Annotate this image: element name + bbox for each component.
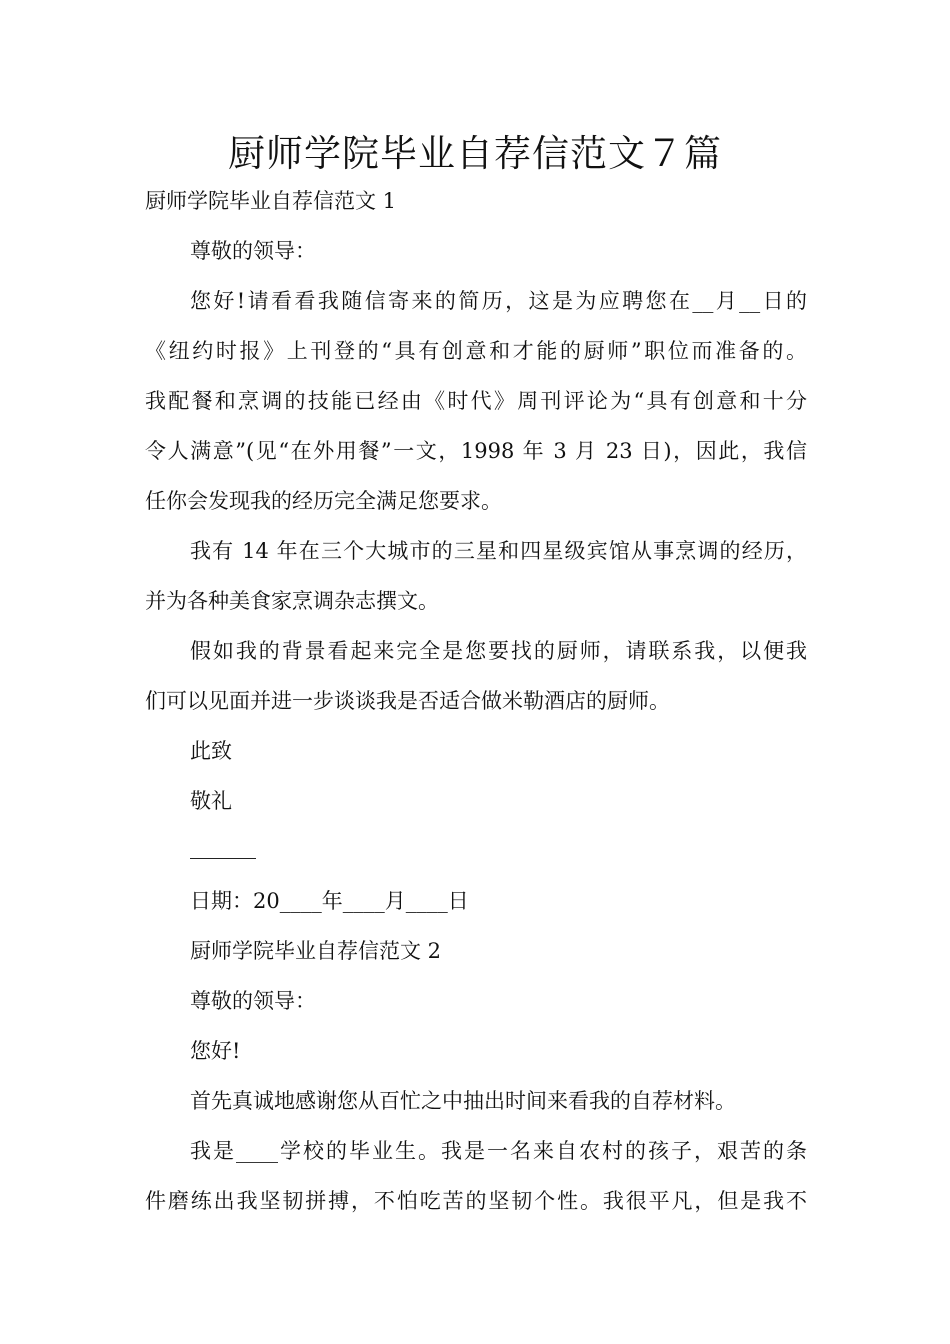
letter2-heading: 厨师学院毕业自荐信范文 2 <box>190 939 442 963</box>
letter1-p1-line: 您好!请看看我随信寄来的简历，这是为应聘您在__月__日的 <box>190 289 807 313</box>
letter2-p2-line: 件磨练出我坚韧拼搏，不怕吃苦的坚韧个性。我很平凡，但是我不 <box>145 1189 807 1213</box>
letter1-heading: 厨师学院毕业自荐信范文 1 <box>145 189 397 213</box>
letter1-p1-line: 任你会发现我的经历完全满足您要求。 <box>145 489 502 513</box>
letter1-p2-line: 并为各种美食家烹调杂志撰文。 <box>145 589 439 613</box>
letter1-closing: 此致 <box>190 739 232 763</box>
letter2-greeting: 您好! <box>190 1039 241 1063</box>
letter1-closing: 敬礼 <box>190 789 232 813</box>
letter2-p1: 首先真诚地感谢您从百忙之中抽出时间来看我的自荐材料。 <box>190 1089 736 1113</box>
letter1-p2-line: 我有 14 年在三个大城市的三星和四星级宾馆从事烹调的经历， <box>190 539 807 563</box>
letter1-p3-line: 假如我的背景看起来完全是您要找的厨师，请联系我，以便我 <box>190 639 807 663</box>
letter2-salutation: 尊敬的领导： <box>190 989 316 1013</box>
letter1-p1-line: 《纽约时报》上刊登的“具有创意和才能的厨师”职位而准备的。 <box>145 339 807 363</box>
letter1-p1-line: 我配餐和烹调的技能已经由《时代》周刊评论为“具有创意和十分 <box>145 389 807 413</box>
letter2-p2-line: 我是____学校的毕业生。我是一名来自农村的孩子，艰苦的条 <box>190 1139 807 1163</box>
letter1-p1-line: 令人满意”(见“在外用餐”一文，1998 年 3 月 23 日)，因此，我信 <box>145 439 807 463</box>
letter1-p3-line: 们可以见面并进一步谈谈我是否适合做米勒酒店的厨师。 <box>145 689 670 713</box>
letter1-date-line: 日期：20____年____月____日 <box>190 889 469 913</box>
letter1-salutation: 尊敬的领导： <box>190 239 316 263</box>
signature-line <box>190 858 256 859</box>
document-title: 厨师学院毕业自荐信范文７篇 <box>228 132 722 175</box>
